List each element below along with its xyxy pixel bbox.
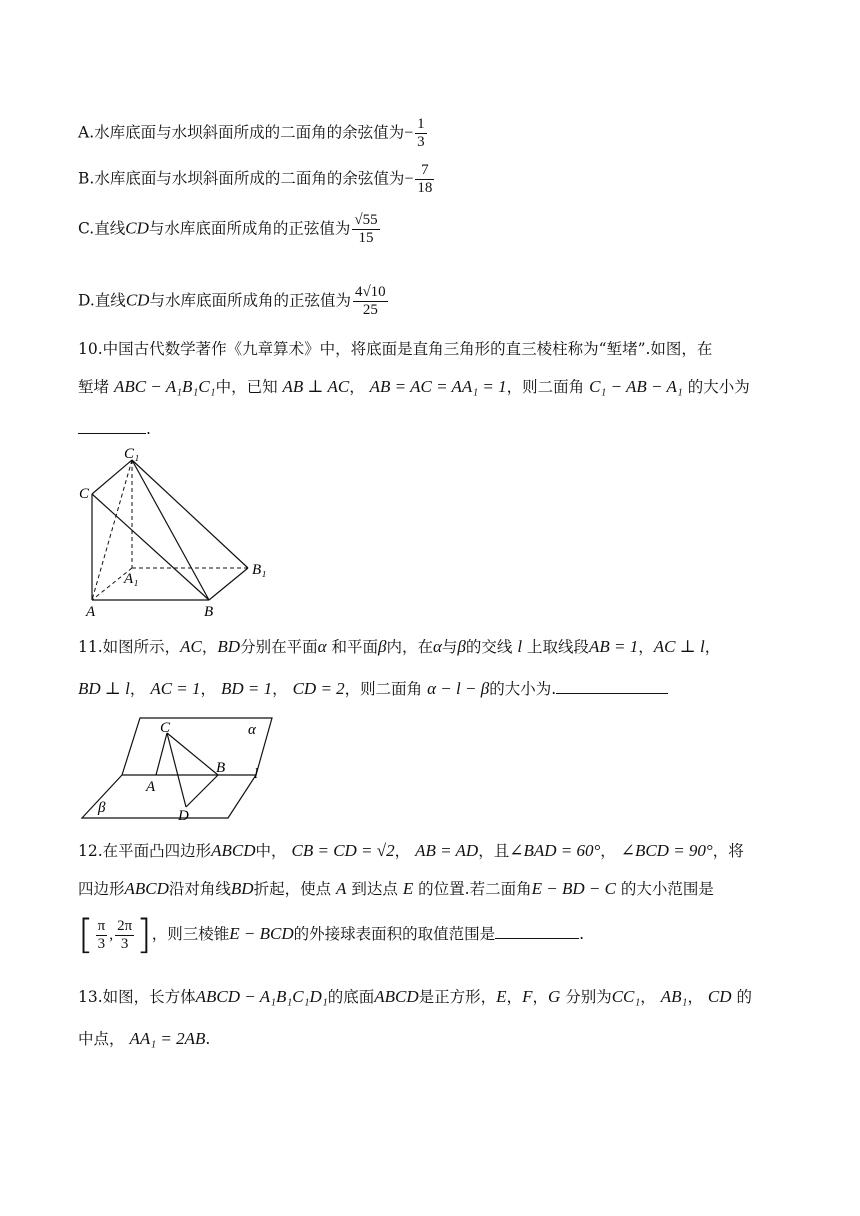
q12-text: 的外接球表面积的取值范围是	[293, 925, 496, 943]
q13-text: 是正方形，	[418, 988, 497, 1006]
q10-text: 的大小为	[687, 378, 750, 396]
q12-math: ABCD	[124, 879, 169, 898]
q11-answer-blank[interactable]	[556, 679, 668, 694]
right-bracket: ]	[136, 912, 152, 958]
q10-line-2	[78, 376, 750, 398]
q13-math: ABCD − A₁B₁C₁D₁	[195, 987, 328, 1006]
label-d: D	[178, 808, 189, 822]
q12-text: 12.在平面凸四边形	[78, 842, 212, 860]
q11-text: ，	[200, 680, 217, 698]
q11-text: ，则二面角	[344, 680, 423, 698]
q12-answer-blank[interactable]	[495, 924, 579, 939]
q12-line-1	[78, 840, 744, 862]
q12-line-3	[78, 912, 585, 958]
q12-math: AB = AD	[415, 841, 479, 860]
q12-text: 折起，使点	[253, 880, 332, 898]
q11-math: α	[432, 637, 442, 656]
q13-text: ，	[506, 988, 523, 1006]
q11-math: AC	[180, 637, 202, 656]
option-b-sign: −	[404, 170, 414, 188]
q13-text: 分别为	[565, 988, 612, 1006]
q11-text: 的大小为.	[489, 680, 557, 698]
label-a1: A₁	[124, 571, 139, 587]
q12-den1: 3	[97, 935, 106, 952]
option-c-fraction	[352, 212, 379, 247]
q12-fraction-pi-3	[96, 918, 108, 953]
label-c: C	[160, 720, 171, 736]
q11-math: l	[517, 637, 523, 656]
q13-math: F	[522, 987, 533, 1006]
q11-math: BD ⊥ l	[78, 679, 130, 698]
q11-line-1	[78, 636, 720, 658]
q11-math: AB = 1	[589, 637, 639, 656]
q11-math: BD	[217, 637, 241, 656]
label-a: A	[146, 779, 156, 795]
q11-line-2	[78, 678, 668, 700]
q12-math: E − BD − C	[531, 879, 616, 898]
q13-line-1	[78, 986, 752, 1008]
q13-math: AA₁ = 2AB	[129, 1029, 206, 1048]
q10-text: ，	[349, 378, 365, 396]
q10-text: 中，已知	[215, 378, 278, 396]
q12-text: ，将	[712, 842, 744, 860]
q13-text: ，	[532, 988, 548, 1006]
label-c: C	[79, 486, 90, 502]
q11-math: CD = 2	[292, 679, 345, 698]
option-a-text: A.水库底面与水坝斜面所成的二面角的余弦值为	[78, 123, 405, 142]
label-b: B	[204, 604, 214, 620]
q10-end: .	[146, 420, 151, 438]
q11-math: β	[457, 637, 466, 656]
q12-text: ，	[394, 842, 411, 860]
left-bracket: [	[78, 912, 94, 958]
q12-num1: π	[97, 917, 106, 934]
option-b-denominator: 18	[417, 180, 433, 196]
q12-den2: 3	[120, 935, 129, 952]
q12-math: E − BCD	[229, 924, 294, 943]
q12-math: ∠BAD = 60°	[509, 841, 601, 860]
q12-text: ，且	[478, 842, 510, 860]
q12-math: ABCD	[211, 841, 256, 860]
q12-text: ，	[600, 842, 616, 860]
q11-text: 与	[441, 638, 458, 656]
q11-text: 和平面	[331, 638, 378, 656]
q12-text: 到达点	[351, 880, 398, 898]
q11-math: α	[317, 637, 327, 656]
q10-text: ，则二面角	[506, 378, 585, 396]
q13-math: AB₁	[660, 987, 688, 1006]
option-c-prefix: C.直线	[78, 219, 126, 238]
q12-text: 中，	[255, 842, 287, 860]
q12-text: 沿对角线	[168, 880, 231, 898]
option-d-fraction	[353, 284, 388, 319]
q13-text: 中点，	[78, 1030, 125, 1048]
q10-math: AB ⊥ AC	[282, 377, 350, 396]
option-a-numerator: 1	[417, 116, 425, 132]
q10-figure-prism	[76, 440, 276, 620]
q11-math: AC ⊥ l	[653, 637, 705, 656]
q11-text: ，	[638, 638, 654, 656]
q11-figure-planes	[78, 712, 278, 822]
q12-text: 的位置.若二面角	[418, 880, 532, 898]
label-l: l	[254, 766, 259, 782]
q13-math: CD	[707, 987, 732, 1006]
option-d	[78, 284, 390, 319]
option-a	[78, 116, 429, 151]
label-a: A	[86, 604, 96, 620]
q11-math: β	[377, 637, 387, 656]
option-c-var: CD	[125, 218, 149, 238]
label-b: B	[216, 760, 226, 776]
label-c1: C₁	[124, 446, 140, 462]
q11-text: 内，在	[386, 638, 433, 656]
q12-math: E	[402, 879, 414, 898]
q11-text: ，	[201, 638, 218, 656]
label-alpha: α	[248, 722, 256, 738]
label-beta: β	[98, 800, 106, 816]
comma: ,	[109, 926, 114, 943]
q11-text: 分别在平面	[240, 638, 318, 656]
q10-answer-line	[78, 418, 151, 440]
q11-math: AC = 1	[150, 679, 201, 698]
option-d-denominator: 25	[362, 302, 378, 318]
option-b	[78, 162, 436, 197]
q12-text: 四边形	[78, 880, 125, 898]
option-c	[78, 212, 382, 247]
label-b1: B₁	[252, 562, 267, 578]
q13-math: E	[496, 987, 507, 1006]
option-d-numerator: 4√10	[354, 284, 386, 300]
option-d-text: 与水库底面所成角的正弦值为	[149, 291, 351, 310]
q10-math: AB = AC = AA₁ = 1	[369, 377, 507, 396]
q12-math: ∠BCD = 90°	[620, 841, 713, 860]
q11-text: 11.如图所示，	[78, 638, 181, 656]
q11-text: 的交线	[465, 638, 513, 656]
q10-answer-blank[interactable]	[78, 419, 146, 434]
option-c-numerator: √55	[354, 212, 378, 228]
option-c-text: 与水库底面所成角的正弦值为	[148, 219, 351, 238]
option-d-prefix: D.直线	[78, 291, 126, 310]
option-b-text: B.水库底面与水坝斜面所成的二面角的余弦值为	[78, 169, 405, 188]
q12-text: 的大小范围是	[620, 880, 714, 898]
q12-fraction-2pi-3	[115, 918, 134, 953]
q10-math: ABC − A₁B₁C₁	[113, 377, 216, 396]
q13-math: ABCD	[374, 987, 419, 1006]
q11-text: ，	[704, 638, 721, 656]
q13-text: ，	[640, 988, 656, 1006]
option-d-var: CD	[125, 290, 150, 310]
option-a-fraction	[415, 116, 427, 151]
q10-text: 堑堵	[78, 378, 110, 396]
q12-line-2	[78, 878, 714, 900]
option-c-denominator: 15	[358, 230, 374, 246]
q12-num2: 2π	[117, 917, 133, 934]
q12-math: BD	[230, 879, 254, 898]
q13-text: ，	[687, 988, 703, 1006]
q10-math: C₁ − AB − A₁	[589, 377, 683, 396]
option-a-sign: −	[404, 124, 414, 142]
q12-end: .	[579, 925, 585, 943]
q13-text: 的	[736, 988, 752, 1006]
option-a-denominator: 3	[417, 134, 425, 150]
q13-text: 13.如图，长方体	[78, 988, 196, 1006]
q13-math: CC₁	[611, 987, 641, 1006]
option-b-fraction	[415, 162, 434, 197]
q13-text: 的底面	[327, 988, 375, 1006]
option-b-numerator: 7	[415, 162, 434, 180]
q11-text: ，	[129, 680, 146, 698]
q11-math: BD = 1	[220, 679, 273, 698]
q10-line-1: 10.中国古代数学著作《九章算术》中，将底面是直角三角形的直三棱柱称为“堑堵”.如图，在	[78, 340, 713, 358]
q12-math: CB = CD = √2	[291, 841, 395, 860]
q13-math: G	[547, 987, 561, 1006]
q13-line-2	[78, 1028, 210, 1050]
q11-text: ，	[272, 680, 288, 698]
q12-text: ，则三棱锥	[151, 925, 230, 943]
q11-text: 上取线段	[527, 638, 590, 656]
q12-math: A	[336, 879, 347, 898]
q11-math: α − l − β	[427, 679, 490, 698]
q13-text: .	[205, 1030, 211, 1048]
